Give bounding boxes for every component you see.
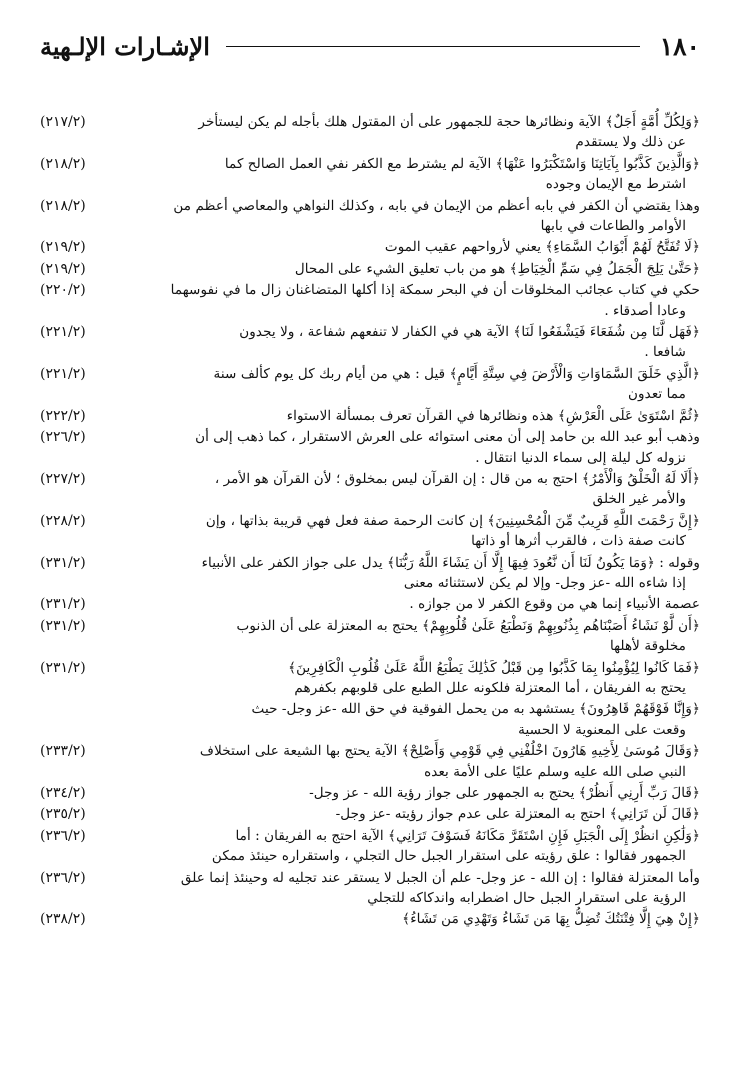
citation-ref: (٢٢٧/٢) — [40, 470, 86, 487]
entry — [40, 427, 700, 468]
entry — [40, 741, 700, 782]
entry-continuation: شافعا . — [644, 344, 686, 361]
entry-text: ﴿وَلَٰكِنِ انظُرْ إِلَى الْجَبَلِ فَإِنِ اسْتَقَرَّ مَكَانَهُ فَسَوْفَ تَرَانِي﴾ الآية احتج به الفريقان : أما — [235, 827, 700, 844]
citation-ref: (٢٢٨/٢) — [40, 512, 86, 529]
entry — [40, 406, 700, 426]
entry — [40, 553, 700, 594]
citation-ref: (٢٣١/٢) — [40, 617, 86, 634]
entry — [40, 469, 700, 510]
entry — [40, 826, 700, 867]
page-header — [40, 28, 700, 64]
entry — [40, 909, 700, 929]
citation-ref: (٢١٩/٢) — [40, 239, 86, 256]
entry-text: ﴿لَا تُفَتَّحُ لَهُمْ أَبْوَابُ السَّمَاءِ﴾ يعني لأرواحهم عقيب الموت — [384, 239, 700, 256]
citation-ref: (٢٣٨/٢) — [40, 911, 86, 928]
entry-text: ﴿إِنَّ رَحْمَتَ اللَّهِ قَرِيبٌ مِّنَ الْمُحْسِنِينَ﴾ إن كانت الرحمة صفة فعل فهي قريبة بذاتها ، وإن — [205, 512, 700, 529]
entry-continuation: الجمهور فقالوا : علق رؤيته على استقرار الجبل حال التجلي ، واستقراره حينئذ ممكن — [211, 848, 686, 865]
entry-continuation: مخلوقة لأهلها — [609, 638, 686, 655]
entry-continuation: النبي صلى الله عليه وسلم عليًا على الأمة بعده — [424, 763, 686, 780]
citation-ref: (٢٣٣/٢) — [40, 743, 86, 760]
entry-text: ﴿وَالَّذِينَ كَذَّبُوا بِآيَاتِنَا وَاسْتَكْبَرُوا عَنْهَا﴾ الآية لم يشترط مع الكفر نفي العمل الصالح كما — [224, 155, 700, 172]
entry-continuation: الرؤية على استقرار الجبل حال اضطرابه واندكاكه للتجلي — [367, 890, 686, 907]
entry-text: وهذا يقتضي أن الكفر في بابه أعظم من الإيمان في بابه ، وكذلك النواهي والمعاصي أعظم من — [173, 197, 700, 214]
entry-continuation: عن ذلك ولا يستقدم — [575, 134, 686, 151]
citation-ref: (٢١٨/٢) — [40, 155, 86, 172]
entry-text: ﴿قَالَ رَبِّ أَرِنِي أَنظُرْ﴾ يحتج به الجمهور على جواز رؤية الله - عز وجل- — [309, 785, 700, 801]
entry-text: عصمة الأنبياء إنما هي من وقوع الكفر لا من جوازه . — [409, 596, 700, 613]
citation-ref: (٢١٨/٢) — [40, 197, 86, 214]
entry — [40, 280, 700, 321]
entry-text: ﴿فَمَا كَانُوا لِيُؤْمِنُوا بِمَا كَذَّبُوا مِن قَبْلُ كَذَٰلِكَ يَطْبَعُ اللَّهُ عَلَىٰ قُلُوبِ الْكَافِرِينَ﴾ — [288, 659, 700, 676]
entry-text: ﴿قَالَ لَن تَرَانِي﴾ احتج به المعتزلة على عدم جواز رؤيته -عز وجل- — [335, 806, 700, 823]
entry-text: ﴿وَإِنَّا فَوْقَهُمْ قَاهِرُونَ﴾ يستشهد به من يحمل الفوقية في حق الله -عز وجل- حيث — [251, 701, 700, 718]
entry — [40, 322, 700, 363]
entry — [40, 237, 700, 257]
entry-text: ﴿وَقَالَ مُوسَىٰ لِأَخِيهِ هَارُونَ اخْلُفْنِي فِي قَوْمِي وَأَصْلِحْ﴾ الآية يحتج بها الشيعة على استخلاف — [199, 743, 700, 760]
entry-text: ﴿أَلَا لَهُ الْخَلْقُ وَالْأَمْرُ﴾ احتج به من قال : إن القرآن ليس بمخلوق ؛ لأن القرآن هو الأمر ، — [214, 470, 700, 487]
entry — [40, 259, 700, 279]
citation-ref: (٢٢٠/٢) — [40, 282, 86, 299]
citation-ref: (٢٢٢/٢) — [40, 407, 86, 424]
citation-ref: (٢٢٦/٢) — [40, 429, 86, 446]
entry-continuation: الأوامر والطاعات في بابها — [540, 218, 686, 235]
entry — [40, 658, 700, 699]
entry — [40, 699, 700, 740]
citation-ref: (٢٢١/٢) — [40, 365, 86, 382]
entry — [40, 868, 700, 909]
entry-text: ﴿حَتَّىٰ يَلِجَ الْجَمَلُ فِي سَمِّ الْخِيَاطِ﴾ هو من باب تعليق الشيء على المحال — [294, 260, 700, 277]
citation-ref: (٢١٩/٢) — [40, 260, 86, 277]
entry-continuation: وعادا أصدقاء . — [604, 302, 686, 319]
citation-ref: (٢٢١/٢) — [40, 324, 86, 341]
citation-ref: (٢٣١/٢) — [40, 596, 86, 613]
citation-ref: (٢١٧/٢) — [40, 114, 86, 130]
entry-text: ﴿أَن لَّوْ نَشَاءُ أَصَبْنَاهُم بِذُنُوبِهِمْ وَنَطْبَعُ عَلَىٰ قُلُوبِهِمْ﴾ يحتج به المعتزلة على أن الذنوب — [236, 617, 700, 634]
entry — [40, 783, 700, 803]
running-title: الإشـارات الإلـهية — [40, 31, 210, 61]
entry — [40, 804, 700, 824]
entry-continuation: نزوله كل ليلة إلى سماء الدنيا انتقال . — [475, 449, 686, 466]
header-rule — [226, 46, 640, 47]
entry-text: ﴿الَّذِي خَلَقَ السَّمَاوَاتِ وَالْأَرْضَ فِي سِتَّةِ أَيَّامٍ﴾ قيل : هي من أيام ربك كل يوم كألف سنة — [213, 365, 700, 382]
entry-continuation: مما تعدون — [627, 386, 686, 403]
entry-text: وذهب أبو عبد الله بن حامد إلى أن معنى استوائه على العرش الاستقرار ، كما ذهب إلى أن — [195, 429, 700, 446]
entry-text: ﴿فَهَل لَّنَا مِن شُفَعَاءَ فَيَشْفَعُوا لَنَا﴾ الآية هي في الكفار لا تنفعهم شفاعة ، ولا يجدون — [239, 324, 700, 341]
entry-text: ﴿ثُمَّ اسْتَوَىٰ عَلَى الْعَرْشِ﴾ هذه ونظائرها في القرآن تعرف بمسألة الاستواء — [286, 407, 700, 424]
citation-ref: (٢٣٦/٢) — [40, 827, 86, 844]
entry — [40, 594, 700, 614]
entry-text: وقوله : ﴿وَمَا يَكُونُ لَنَا أَن نَّعُودَ فِيهَا إِلَّا أَن يَشَاءَ اللَّهُ رَبُّنَا﴾ يدل على جواز الكفر على الأنبياء — [201, 554, 700, 571]
entry-text: وأما المعتزلة فقالوا : إن الله - عز وجل- علم أن الجبل لا يستقر عند تجليه له وحينئذ إنما علق — [180, 869, 700, 886]
citation-ref: (٢٣١/٢) — [40, 554, 86, 571]
entry — [40, 511, 700, 552]
citation-ref: (٢٣٦/٢) — [40, 869, 86, 886]
page-number: ١٨٠ — [659, 31, 700, 61]
entry-continuation: والأمر غير الخلق — [592, 491, 686, 508]
entry-continuation: كانت صفة ذات ، فالقرب أثرها أو ذاتها — [471, 533, 686, 550]
entry-text: ﴿وَلِكُلِّ أُمَّةٍ أَجَلٌ﴾ الآية ونظائرها حجة للجمهور على أن المقتول هلك بأجله لم يكن ليستأخر — [198, 114, 700, 130]
citation-ref: (٢٣٥/٢) — [40, 806, 86, 823]
entry-text: حكي في كتاب عجائب المخلوقات أن في البحر سمكة إذا أكلها المتضاغنان زال ما في نفوسهما — [170, 282, 700, 299]
entry — [40, 112, 700, 153]
entry — [40, 154, 700, 195]
entry-continuation: وقعت على المعنوية لا الحسية — [518, 721, 686, 738]
entry-continuation: يحتج به الفريقان ، أما المعتزلة فلكونه علل الطبع على قلوبهم بكفرهم — [294, 679, 686, 696]
citation-ref: (٢٣١/٢) — [40, 659, 86, 676]
page-body — [40, 112, 700, 930]
entry-continuation: اشترط مع الإيمان وجوده — [545, 176, 686, 193]
citation-ref: (٢٣٤/٢) — [40, 785, 86, 801]
entry — [40, 364, 700, 405]
entry-continuation: إذا شاءه الله -عز وجل- وإلا لم يكن لاستثنائه معنى — [403, 574, 686, 591]
entry — [40, 616, 700, 657]
book-page — [40, 28, 700, 931]
entry — [40, 196, 700, 237]
entry-text: ﴿إِنْ هِيَ إِلَّا فِتْنَتُكَ تُضِلُّ بِهَا مَن تَشَاءُ وَتَهْدِي مَن تَشَاءُ﴾ — [402, 911, 700, 928]
